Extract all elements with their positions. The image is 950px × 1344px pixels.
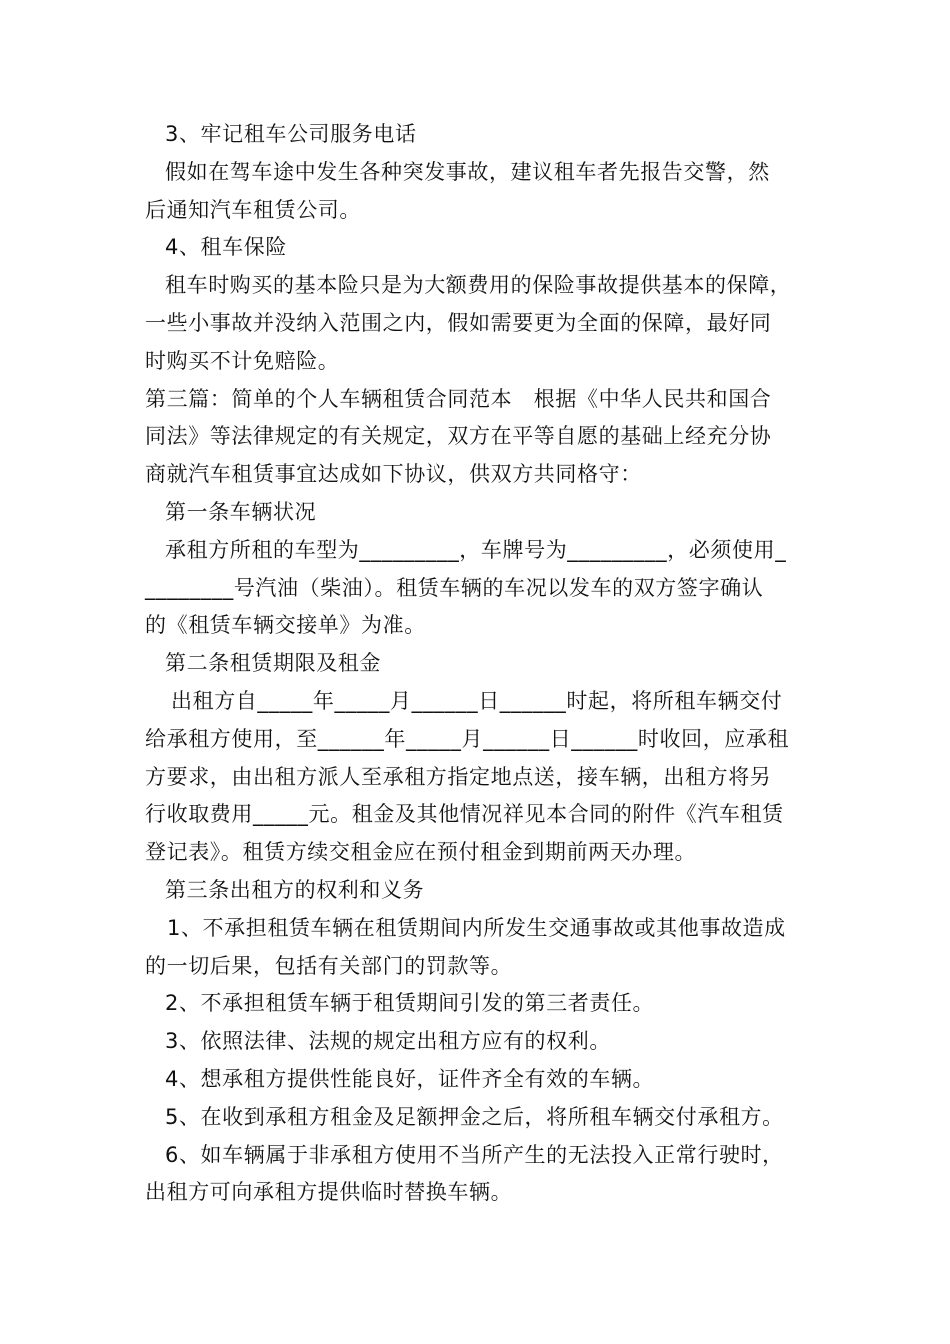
list-item: 5、在收到承租方租金及足额押金之后，将所租车辆交付承租方。 — [165, 1104, 784, 1129]
article-heading: 第二条租赁期限及租金 — [165, 651, 381, 676]
paragraph-line: ________号汽油（柴油）。租赁车辆的车况以发车的双方签字确认 — [145, 575, 764, 600]
section-heading: 4、租车保险 — [165, 235, 287, 260]
paragraph-line: 假如在驾车途中发生各种突发事故，建议租车者先报告交警，然 — [165, 159, 770, 184]
paragraph-line: 行收取费用_____元。租金及其他情况祥见本合同的附件《汽车租赁 — [145, 802, 784, 827]
paragraph-line: 后通知汽车租赁公司。 — [145, 197, 361, 222]
paragraph-line: 承租方所租的车型为_________，车牌号为_________，必须使用_ — [165, 537, 787, 562]
paragraph-line: 出租方可向承租方提供临时替换车辆。 — [145, 1180, 513, 1205]
article-heading: 第三条出租方的权利和义务 — [165, 877, 425, 902]
paragraph-line: 租车时购买的基本险只是为大额费用的保险事故提供基本的保障， — [165, 273, 792, 298]
document-body — [145, 116, 815, 1212]
list-item: 3、依照法律、法规的规定出租方应有的权利。 — [165, 1029, 611, 1054]
paragraph-line: 时购买不计免赔险。 — [145, 348, 340, 373]
chapter-heading-line: 第三篇：简单的个人车辆租赁合同范本 根据《中华人民共和国合 — [145, 386, 772, 411]
article-heading: 第一条车辆状况 — [165, 499, 317, 524]
paragraph-line: 的一切后果，包括有关部门的罚款等。 — [145, 953, 513, 978]
list-item: 2、不承担租赁车辆于租赁期间引发的第三者责任。 — [165, 991, 655, 1016]
paragraph-line: 一些小事故并没纳入范围之内，假如需要更为全面的保障，最好同 — [145, 310, 772, 335]
section-heading: 3、牢记租车公司服务电话 — [165, 122, 417, 146]
paragraph-line: 同法》等法律规定的有关规定，双方在平等自愿的基础上经充分协 — [145, 424, 772, 449]
paragraph-line: 商就汽车租赁事宜达成如下协议，供双方共同格守： — [145, 462, 642, 487]
paragraph-line: 方要求，由出租方派人至承租方指定地点送，接车辆，出租方将另 — [145, 764, 772, 789]
paragraph-line: 登记表》。租赁方续交租金应在预付租金到期前两天办理。 — [145, 840, 697, 865]
list-item: 1、不承担租赁车辆在租赁期间内所发生交通事故或其他事故造成 — [167, 915, 786, 940]
paragraph-line: 出租方自_____年_____月______日______时起，将所租车辆交付 — [171, 688, 783, 713]
paragraph-line: 的《租赁车辆交接单》为准。 — [145, 613, 426, 638]
paragraph-line: 给承租方使用，至______年_____月______日______时收回，应承租 — [145, 726, 790, 751]
list-item: 4、想承租方提供性能良好，证件齐全有效的车辆。 — [165, 1066, 655, 1091]
list-item: 6、如车辆属于非承租方使用不当所产生的无法投入正常行驶时， — [165, 1142, 784, 1167]
